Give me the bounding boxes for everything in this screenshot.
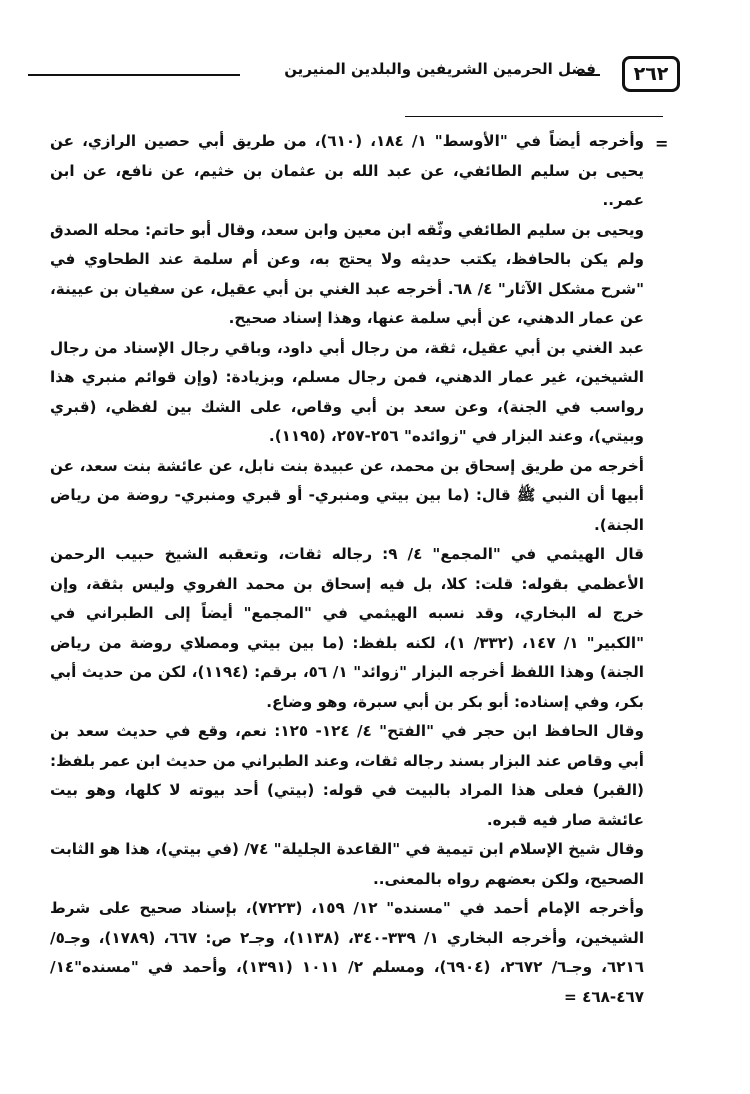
paragraph: قال الهيثمي في "المجمع" ٤/ ٩: رجاله ثقات، وتعقبه الشيخ حبيب الرحمن الأعظمي بقوله: قلت: كلا، بل فيه إسحاق بن محمد الفروي وليس بثقة، وإن خرج له البخاري، وقد نسبه الهيثمي في "المجمع" أيضاً إلى الطبراني في "الكبير" ١/ ١٤٧، (٣٣٢/ ١)، لكنه بلفظ: (ما بين بيتي ومصلاي روضة من رياض الجنة) وهذا اللفظ أخرجه البزار "زوائد" ١/ ٥٦، برقم: (١١٩٤)، لكن من حديث أبي بكر، وفي إسناده: أبو بكر بن أبي سبرة، وهو وضاع.: [50, 545, 644, 711]
paragraph: وقال الحافظ ابن حجر في "الفتح" ٤/ ١٢٤- ١٢٥: نعم، وقع في حديث سعد بن أبي وقاص عند البزار بسند رجاله ثقات، وعند الطبراني من حديث ابن عمر بلفظ: (القبر) فعلى هذا المراد بالبيت في قوله: (بيتي) أحد بيوته لا كلها، وهو بيت عائشة صار فيه قبره.: [50, 722, 644, 829]
header-rule-line: [28, 74, 240, 76]
paragraph: ويحيى بن سليم الطائفي وثّقه ابن معين وابن سعد، وقال أبو حاتم: محله الصدق ولم يكن بالحافظ، يكتب حديثه ولا يحتج به، وعن أم سلمة عند الطحاوي في "شرح مشكل الآثار" ٤/ ٦٨. أخرجه عبد الغني بن أبي عقيل، عن سفيان بن عيينة، عن عمار الدهني، عن أبي سلمة عنها، وهذا إسناد صحيح.: [50, 220, 644, 327]
paragraph: وأخرجه الإمام أحمد في "مسنده" ١٢/ ١٥٩، (٧٢٢٣)، بإسناد صحيح على شرط الشيخين، وأخرجه البخاري ١/ ٣٣٩-٣٤٠، (١١٣٨)، وجـ٢ ص: ٦٦٧، (١٧٨٩)، وجـ٥/ ٦٢١٦، وجـ٦/ ٢٦٧٢، (٦٩٠٤)، ومسلم ٢/ ١٠١١ (١٣٩١)، وأحمد في "مسنده"١٤/ ٤٦٧-٤٦٨ =: [50, 899, 645, 1006]
paragraph: عبد الغني بن أبي عقيل، ثقة، من رجال أبي داود، وباقي رجال الإسناد من رجال الشيخين، غير عمار الدهني، فمن رجال مسلم، وبزيادة: (وإن قوائم منبري هذا رواسب في الجنة)، وعن سعد بن أبي وقاص، على الشك بين لفظي، (قبري وبيتي)، وعند البزار في "زوائده" ٢٥٦-٢٥٧، (١١٩٥).: [50, 338, 644, 445]
paragraph: وقال شيخ الإسلام ابن تيمية في "القاعدة الجليلة" ٧٤/ (في بيتي)، هذا هو الثابت الصحيح، ولكن بعضهم رواه بالمعنى..: [50, 840, 644, 888]
footnote-separator: [405, 116, 663, 117]
page-number: ٢٦٢: [622, 56, 680, 92]
paragraph: أخرجه من طريق إسحاق بن محمد، عن عبيدة بنت نابل، عن عائشة بنت سعد، عن أبيها أن النبي ﷺ قال: (ما بين بيتي ومنبري- أو قبري ومنبري- روضة من رياض الجنة).: [50, 456, 644, 534]
footnote-body: [50, 127, 644, 1012]
running-title: فضل الحرمين الشريفين والبلدين المنيرين: [284, 60, 596, 78]
page-header: [28, 56, 680, 96]
continuation-marker: =: [655, 134, 669, 153]
paragraph: وأخرجه أيضاً في "الأوسط" ١/ ١٨٤، (٦١٠)، من طريق أبي حصين الرازي، عن يحيى بن سليم الطائفي، عن عبد الله بن عثمان بن خثيم، عن نافع، عن ابن عمر..: [50, 132, 644, 209]
